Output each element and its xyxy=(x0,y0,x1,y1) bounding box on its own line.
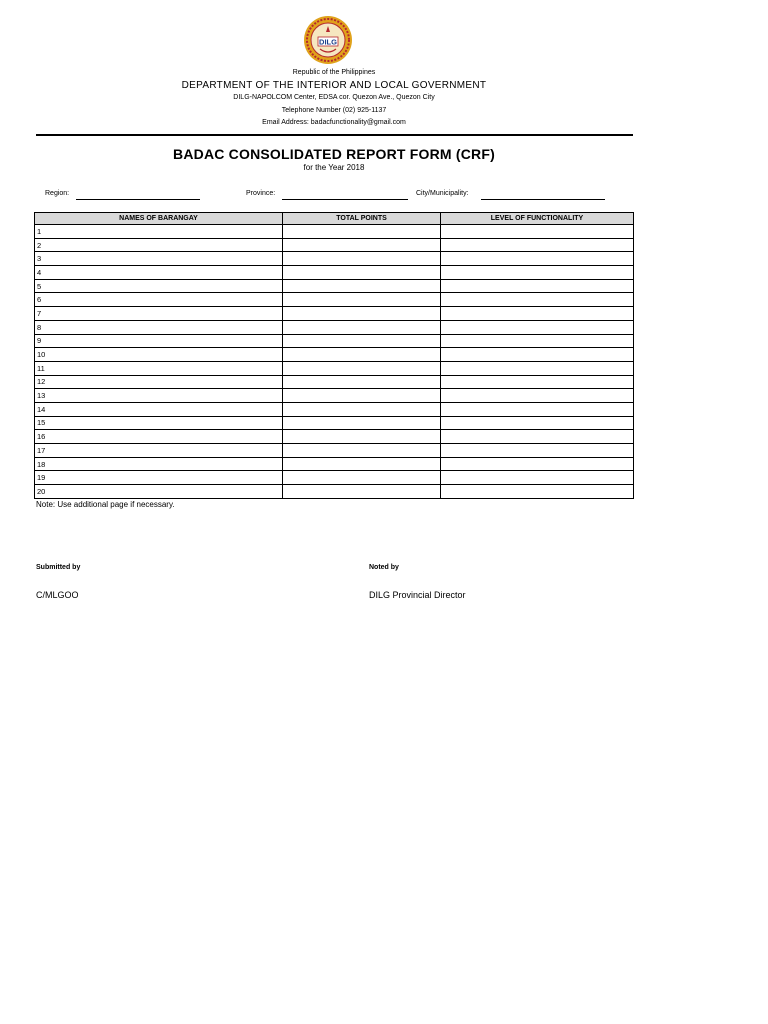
table-row xyxy=(35,279,634,293)
total-points-cell[interactable] xyxy=(283,348,441,362)
table-row xyxy=(35,266,634,280)
total-points-cell[interactable] xyxy=(283,266,441,280)
functionality-level-cell[interactable] xyxy=(441,279,634,293)
functionality-level-cell[interactable] xyxy=(441,225,634,239)
barangay-name-cell[interactable]: 18 xyxy=(35,457,283,471)
table-row xyxy=(35,402,634,416)
dilg-seal-logo xyxy=(303,15,353,65)
table-row xyxy=(35,361,634,375)
barangay-name-cell[interactable]: 8 xyxy=(35,320,283,334)
functionality-level-cell[interactable] xyxy=(441,457,634,471)
barangay-name-cell[interactable]: 14 xyxy=(35,402,283,416)
barangay-name-cell[interactable]: 5 xyxy=(35,279,283,293)
functionality-level-cell[interactable] xyxy=(441,252,634,266)
functionality-level-cell[interactable] xyxy=(441,320,634,334)
column-header-points: TOTAL POINTS xyxy=(283,213,441,225)
barangay-name-cell[interactable]: 7 xyxy=(35,307,283,321)
province-label: Province: xyxy=(246,190,276,197)
total-points-cell[interactable] xyxy=(283,402,441,416)
functionality-level-cell[interactable] xyxy=(441,348,634,362)
total-points-cell[interactable] xyxy=(283,225,441,239)
republic-line: Republic of the Philippines xyxy=(292,69,376,76)
total-points-cell[interactable] xyxy=(283,320,441,334)
barangay-name-cell[interactable]: 4 xyxy=(35,266,283,280)
telephone-line: Telephone Number (02) 925-1137 xyxy=(281,107,387,114)
form-title: BADAC CONSOLIDATED REPORT FORM (CRF) xyxy=(173,146,495,162)
total-points-cell[interactable] xyxy=(283,444,441,458)
barangay-name-cell[interactable]: 6 xyxy=(35,293,283,307)
noted-by-label: Noted by xyxy=(369,564,399,571)
form-subtitle: for the Year 2018 xyxy=(303,163,365,172)
table-row xyxy=(35,444,634,458)
barangay-name-cell[interactable]: 17 xyxy=(35,444,283,458)
total-points-cell[interactable] xyxy=(283,307,441,321)
note-text: Note: Use additional page if necessary. xyxy=(36,500,175,509)
table-row xyxy=(35,307,634,321)
total-points-cell[interactable] xyxy=(283,375,441,389)
total-points-cell[interactable] xyxy=(283,238,441,252)
region-field[interactable] xyxy=(76,199,200,200)
functionality-level-cell[interactable] xyxy=(441,266,634,280)
functionality-level-cell[interactable] xyxy=(441,389,634,403)
barangay-name-cell[interactable]: 2 xyxy=(35,238,283,252)
table-row xyxy=(35,389,634,403)
total-points-cell[interactable] xyxy=(283,293,441,307)
barangay-name-cell[interactable]: 11 xyxy=(35,361,283,375)
functionality-level-cell[interactable] xyxy=(441,238,634,252)
total-points-cell[interactable] xyxy=(283,416,441,430)
table-row xyxy=(35,375,634,389)
total-points-cell[interactable] xyxy=(283,485,441,499)
email-line: Email Address: badacfunctionality@gmail.com xyxy=(262,119,406,126)
column-header-names: NAMES OF BARANGAY xyxy=(35,213,283,225)
functionality-level-cell[interactable] xyxy=(441,307,634,321)
table-row xyxy=(35,430,634,444)
submitted-by-name: C/MLGOO xyxy=(36,590,79,600)
functionality-level-cell[interactable] xyxy=(441,444,634,458)
barangay-name-cell[interactable]: 16 xyxy=(35,430,283,444)
barangay-name-cell[interactable]: 13 xyxy=(35,389,283,403)
table-row xyxy=(35,225,634,239)
submitted-by-label: Submitted by xyxy=(36,564,81,571)
functionality-level-cell[interactable] xyxy=(441,361,634,375)
functionality-level-cell[interactable] xyxy=(441,402,634,416)
barangay-name-cell[interactable]: 15 xyxy=(35,416,283,430)
total-points-cell[interactable] xyxy=(283,279,441,293)
barangay-table xyxy=(34,212,634,499)
table-row xyxy=(35,320,634,334)
logo-text: DILG xyxy=(319,37,337,47)
total-points-cell[interactable] xyxy=(283,334,441,348)
table-header-row xyxy=(35,213,634,225)
barangay-name-cell[interactable]: 10 xyxy=(35,348,283,362)
city-field[interactable] xyxy=(481,199,605,200)
table-row xyxy=(35,293,634,307)
functionality-level-cell[interactable] xyxy=(441,375,634,389)
table-row xyxy=(35,471,634,485)
city-label: City/Municipality: xyxy=(416,190,469,197)
barangay-name-cell[interactable]: 3 xyxy=(35,252,283,266)
functionality-level-cell[interactable] xyxy=(441,471,634,485)
barangay-name-cell[interactable]: 12 xyxy=(35,375,283,389)
total-points-cell[interactable] xyxy=(283,457,441,471)
barangay-name-cell[interactable]: 20 xyxy=(35,485,283,499)
total-points-cell[interactable] xyxy=(283,430,441,444)
column-header-level: LEVEL OF FUNCTIONALITY xyxy=(441,213,634,225)
table-row xyxy=(35,334,634,348)
table-row xyxy=(35,457,634,471)
table-row xyxy=(35,348,634,362)
department-name: DEPARTMENT OF THE INTERIOR AND LOCAL GOVERNMENT xyxy=(181,80,487,91)
functionality-level-cell[interactable] xyxy=(441,485,634,499)
barangay-name-cell[interactable]: 1 xyxy=(35,225,283,239)
header-divider xyxy=(36,134,633,136)
functionality-level-cell[interactable] xyxy=(441,293,634,307)
barangay-name-cell[interactable]: 19 xyxy=(35,471,283,485)
table-row xyxy=(35,416,634,430)
total-points-cell[interactable] xyxy=(283,252,441,266)
total-points-cell[interactable] xyxy=(283,361,441,375)
table-row xyxy=(35,252,634,266)
functionality-level-cell[interactable] xyxy=(441,430,634,444)
table-row xyxy=(35,485,634,499)
region-label: Region: xyxy=(45,190,70,197)
address-line: DILG-NAPOLCOM Center, EDSA cor. Quezon Ave., Quezon City xyxy=(233,94,435,101)
functionality-level-cell[interactable] xyxy=(441,334,634,348)
barangay-name-cell[interactable]: 9 xyxy=(35,334,283,348)
total-points-cell[interactable] xyxy=(283,389,441,403)
functionality-level-cell[interactable] xyxy=(441,416,634,430)
province-field[interactable] xyxy=(282,199,408,200)
noted-by-name: DILG Provincial Director xyxy=(369,590,466,600)
table-row xyxy=(35,238,634,252)
total-points-cell[interactable] xyxy=(283,471,441,485)
